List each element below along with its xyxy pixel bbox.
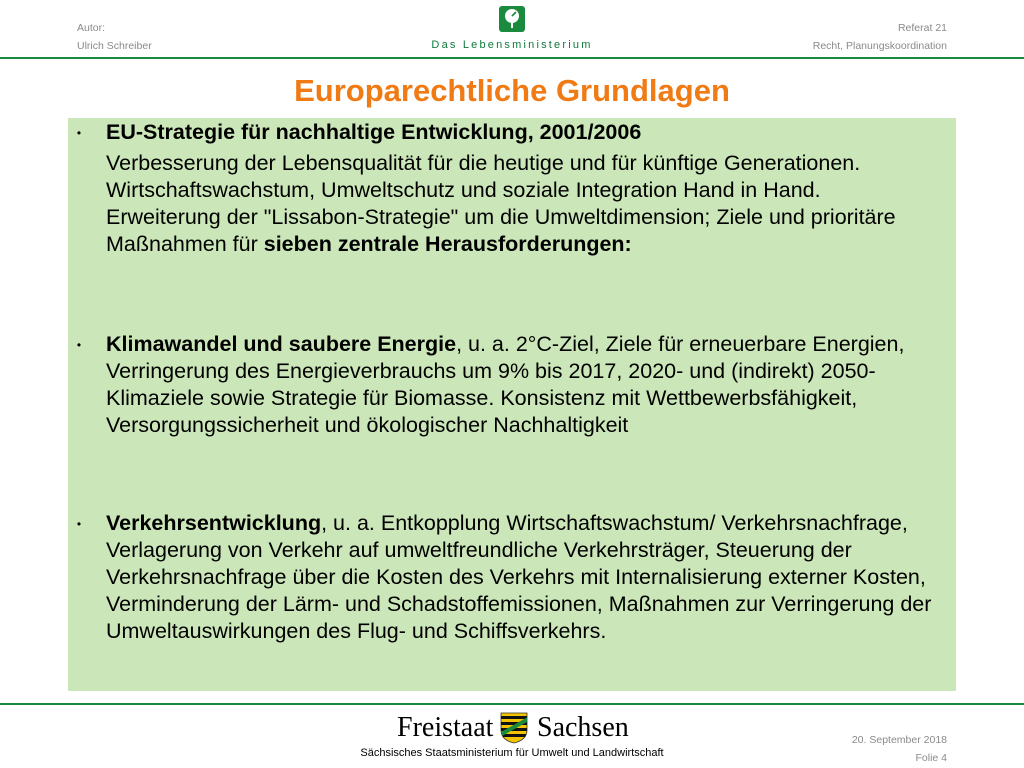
author-name: Ulrich Schreiber [77, 40, 152, 52]
climate-text: , u. a. 2°C-Ziel, Ziele für erneuerbare Energien, Verringerung des Energieverbrauchs um 9% bis 2017, 2020- und (indirekt) 2050-Klimaziele sowie Strategie für Biomasse. Konsistenz mit Wettbewerbsfähigkeit, Versorgungssicherheit und ökologischer Nachhaltigkeit [106, 332, 905, 437]
brand-right: Sachsen [537, 712, 629, 743]
author-label: Autor: [77, 22, 106, 34]
slide-meta [852, 731, 947, 767]
slide-number: Folie 4 [915, 752, 947, 764]
header-divider [0, 57, 1024, 59]
strategy-text-emphasis: sieben zentrale Herausforderungen: [263, 232, 632, 256]
traffic-text: , u. a. Entkopplung Wirtschaftswachstum/ Verkehrsnachfrage, Verlagerung von Verkehr auf umweltfreundliche Verkehrsträger, Steuerung der Verkehrsnachfrage über die Kosten des Verkehrs mit Internalisierung externer Kosten, Verminderung der Lärm- und Schadstoffemissionen, Maßnahmen zur Verringerung der Umweltauswirkungen des Flug- und Schiffsverkehrs. [106, 511, 932, 643]
logo-text: Das Lebensministerium [431, 39, 593, 51]
author-info [77, 19, 152, 55]
bullet-climate [106, 331, 936, 439]
bullet-traffic [106, 510, 936, 645]
department-line2: Recht, Planungskoordination [812, 40, 947, 52]
ministry-name: Sächsisches Staatsministerium für Umwelt und Landwirtschaft [360, 747, 664, 759]
strategy-text-body: Verbesserung der Lebensqualität für die heutige und für künftige Generationen. Wirtschaftswachstum, Umweltschutz und soziale Integration Hand in Hand. Erweiterung der "Lissabon-Strategie" um die Umweltdimension; Ziele und prioritäre Maßnahmen für [106, 151, 896, 256]
slide-date: 20. September 2018 [851, 734, 947, 746]
slide-title: Europarechtliche Grundlagen [294, 73, 730, 108]
climate-heading: Klimawandel und saubere Energie [106, 332, 457, 356]
department-info [813, 19, 947, 55]
footer-divider [0, 703, 1024, 705]
department-line1: Referat 21 [897, 22, 947, 34]
freistaat-sachsen-brand [397, 711, 637, 745]
strategy-text [106, 150, 936, 258]
bullet-marker: • [76, 338, 82, 352]
bullet-strategy [106, 119, 936, 258]
bullet-marker: • [76, 517, 82, 531]
brand-left: Freistaat [397, 712, 494, 743]
bullet-marker: • [76, 126, 82, 140]
saxony-crest-icon [500, 712, 528, 744]
strategy-heading: EU-Strategie für nachhaltige Entwicklung, 2001/2006 [106, 120, 642, 144]
traffic-heading: Verkehrsentwicklung [106, 511, 322, 535]
ministry-logo [430, 4, 594, 52]
tree-logo-icon [499, 6, 525, 32]
